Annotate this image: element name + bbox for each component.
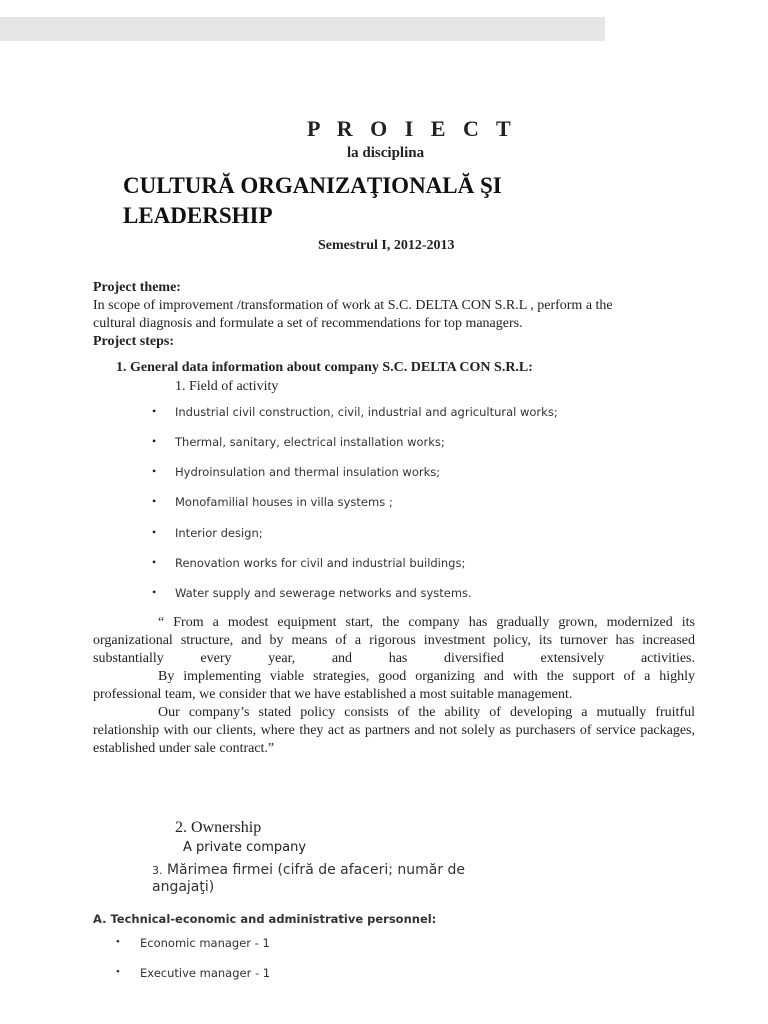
activity-item: Thermal, sanitary, electrical installation works;: [175, 435, 445, 449]
section-number: 3.: [152, 864, 163, 877]
activity-item: Monofamilial houses in villa systems ;: [175, 495, 393, 509]
bullet-icon: •: [116, 936, 120, 948]
activity-item: Renovation works for civil and industrial buildings;: [175, 556, 466, 570]
bullet-icon: •: [152, 494, 157, 508]
company-size-label: Mărimea firmei (cifră de afaceri; număr de angajaţi): [152, 862, 466, 895]
quote-paragraph-2: By implementing viable strategies, good organizing and with the support of a highly professional team, we consider that we have established a most suitable management.: [93, 669, 695, 702]
personnel-item: Economic manager - 1: [140, 936, 270, 950]
theme-text-line-2: cultural diagnosis and formulate a set of recommendations for top managers.: [93, 316, 523, 331]
semester-label: Semestrul I, 2012-2013: [318, 238, 455, 253]
bullet-icon: •: [152, 404, 157, 418]
activity-item: Hydroinsulation and thermal insulation works;: [175, 465, 441, 479]
personnel-item: Executive manager - 1: [140, 966, 271, 980]
bullet-icon: •: [152, 555, 157, 569]
subsection-field-of-activity: 1. Field of activity: [175, 379, 279, 394]
bullet-icon: •: [116, 966, 120, 978]
course-name: CULTURĂ ORGANIZAŢIONALĂ ŞI LEADERSHIP: [123, 173, 502, 228]
top-toolbar-bar: [0, 17, 605, 41]
bullet-icon: •: [152, 585, 157, 599]
quote-paragraph-1: “ From a modest equipment start, the company has gradually grown, modernized its organizational structure, and by means of a rigorous investment policy, its turnover has increased substantially every year, and has diversified extensively activities.: [93, 615, 695, 666]
section-general-data: 1. General data information about company S.C. DELTA CON S.R.L:: [116, 360, 533, 375]
bullet-icon: •: [152, 434, 157, 448]
ownership-value: A private company: [183, 840, 307, 855]
theme-text-line-1: In scope of improvement /transformation of work at S.C. DELTA CON S.R.L , perform a the: [93, 298, 613, 313]
personnel-heading: A. Technical-economic and administrative personnel:: [93, 912, 437, 926]
steps-heading: Project steps:: [93, 334, 174, 349]
quote-paragraph-3: Our company’s stated policy consists of the ability of developing a mutually fruitful relationship with our clients, where they act as partners and not solely as purchasers of service packages, established under sale contract.”: [93, 705, 695, 756]
theme-heading: Project theme:: [93, 280, 181, 295]
document-title: P R O I E C T: [307, 116, 517, 141]
activity-item: Industrial civil construction, civil, industrial and agricultural works;: [175, 405, 558, 419]
section-company-size: [152, 862, 482, 896]
activity-item: Interior design;: [175, 526, 263, 540]
section-ownership: 2. Ownership: [175, 819, 262, 836]
bullet-icon: •: [152, 464, 157, 478]
company-quote: [93, 614, 695, 758]
document-subtitle: la disciplina: [347, 145, 425, 161]
bullet-icon: •: [152, 525, 157, 539]
activity-item: Water supply and sewerage networks and systems.: [175, 586, 472, 600]
